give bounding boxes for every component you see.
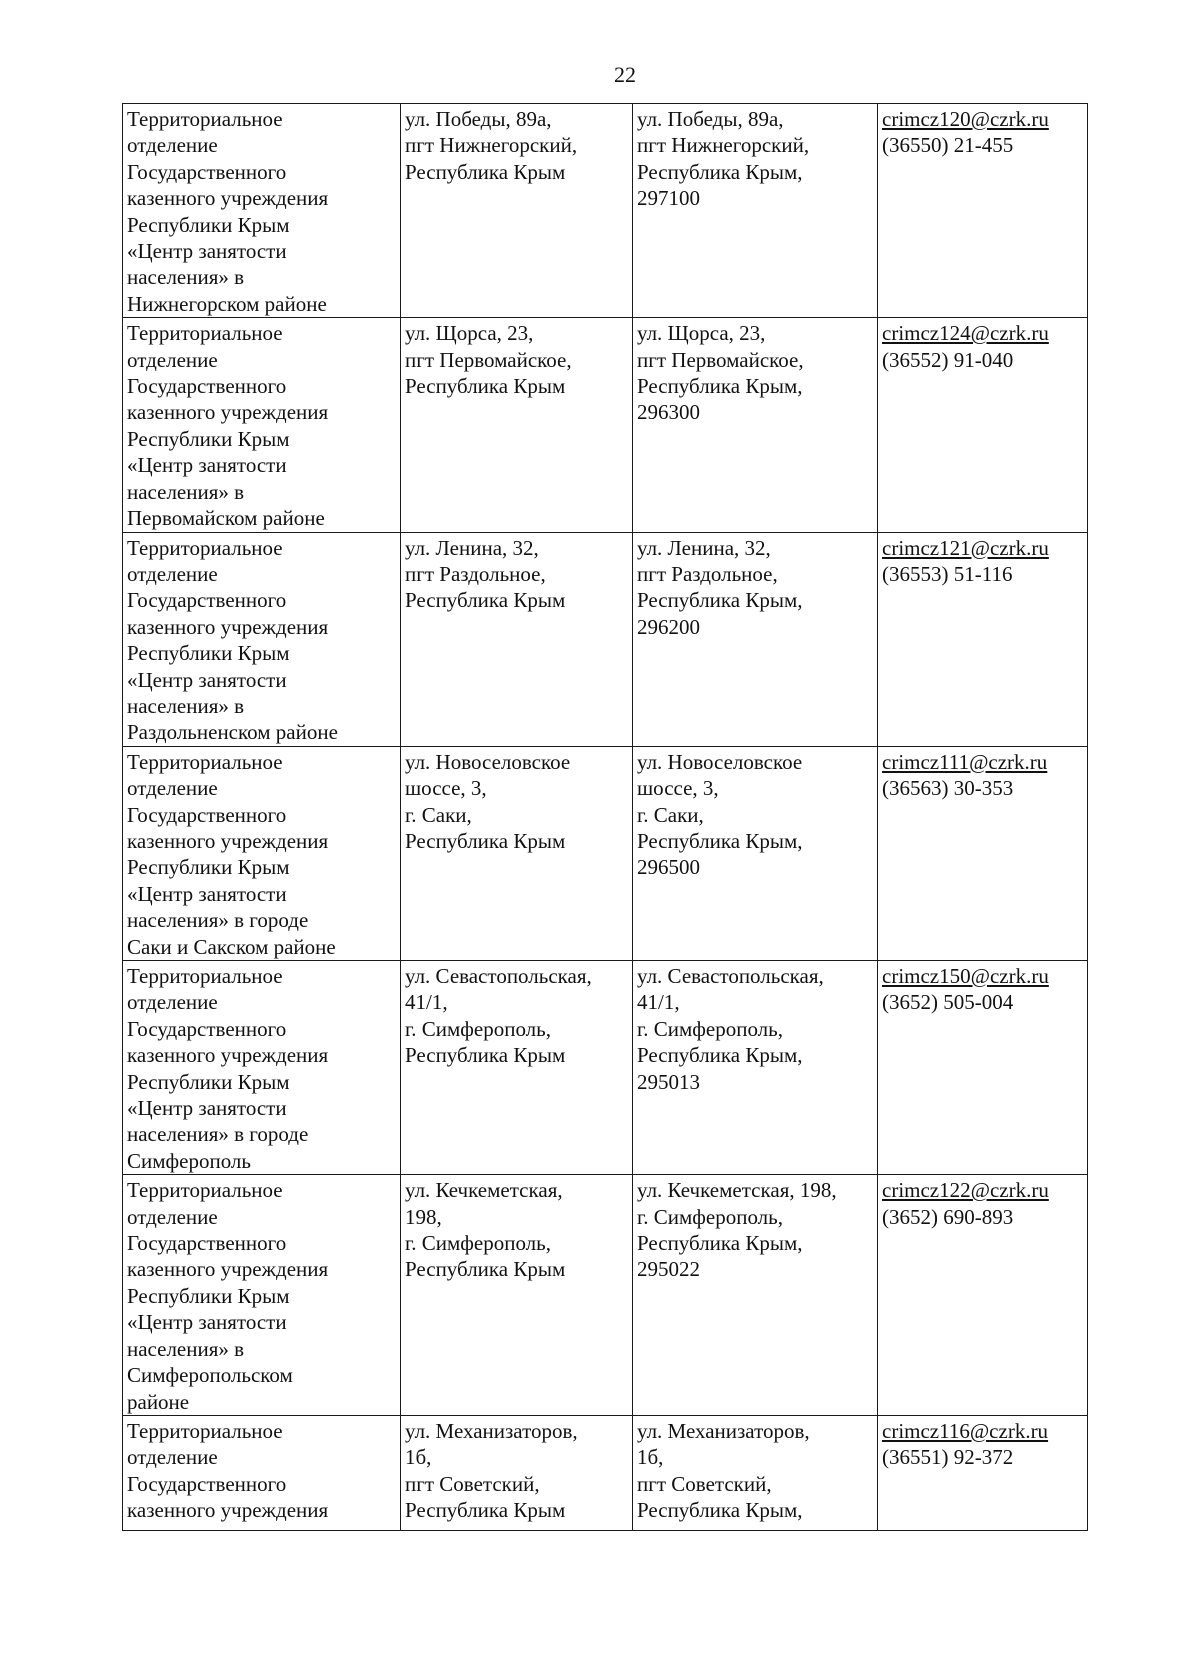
- postal-address-cell-line: 295022: [637, 1257, 700, 1282]
- organization-cell-line: Республики Крым: [127, 855, 290, 880]
- organization-cell-line: «Центр занятости: [127, 667, 287, 692]
- organization-cell-line: Государственного: [127, 1016, 287, 1041]
- organization-cell-line: Территориальное: [127, 1418, 283, 1443]
- address-cell: [401, 1415, 633, 1530]
- address-cell-line: пгт Нижнегорский,: [405, 133, 578, 158]
- organization-cell-line: казенного учреждения: [127, 1257, 329, 1282]
- employment-centers-table: [122, 103, 1088, 1531]
- email-link[interactable]: crimcz122@czrk.ru: [882, 1178, 1049, 1203]
- organization-cell-line: отделение: [127, 990, 218, 1015]
- organization-cell-line: Республики Крым: [127, 1069, 290, 1094]
- postal-address-cell-line: ул. Механизаторов,: [637, 1418, 810, 1443]
- page-number: 22: [614, 62, 636, 87]
- address-cell-line: ул. Кечкеметская,: [405, 1178, 563, 1203]
- organization-cell-line: казенного учреждения: [127, 400, 329, 425]
- address-cell-line: Республика Крым: [405, 374, 566, 399]
- postal-address-cell-line: шоссе, 3,: [637, 776, 719, 801]
- organization-cell: [123, 1175, 401, 1416]
- postal-address-cell-line: г. Симферополь,: [637, 1204, 783, 1229]
- phone-number: (3652) 505-004: [882, 990, 1014, 1015]
- organization-cell-line: «Центр занятости: [127, 1096, 287, 1121]
- postal-address-cell-line: г. Симферополь,: [637, 1016, 783, 1041]
- contact-cell: [878, 532, 1088, 746]
- address-cell-line: 198,: [405, 1204, 442, 1229]
- postal-address-cell: [633, 961, 878, 1175]
- email-link[interactable]: crimcz124@czrk.ru: [882, 321, 1049, 346]
- postal-address-cell-line: 297100: [637, 186, 700, 211]
- postal-address-cell: [633, 1175, 878, 1416]
- address-cell-line: Республика Крым: [405, 1257, 566, 1282]
- organization-cell-line: населения» в: [127, 1336, 245, 1361]
- organization-cell-line: Республики Крым: [127, 426, 290, 451]
- address-cell-line: пгт Первомайское,: [405, 347, 572, 372]
- organization-cell-line: Территориальное: [127, 107, 283, 131]
- postal-address-cell-line: ул. Севастопольская,: [637, 964, 824, 988]
- address-cell-line: г. Симферополь,: [405, 1016, 551, 1041]
- organization-cell-line: населения» в: [127, 693, 245, 718]
- address-cell-line: 1б,: [405, 1445, 432, 1470]
- postal-address-cell-line: ул. Щорса, 23,: [637, 321, 766, 346]
- address-cell-line: Республика Крым: [405, 1043, 566, 1068]
- table-row: [123, 318, 1088, 532]
- phone-number: (36550) 21-455: [882, 133, 1014, 158]
- organization-cell-line: Саки и Сакском районе: [127, 934, 336, 959]
- organization-cell-line: Республики Крым: [127, 641, 290, 666]
- postal-address-cell-line: ул. Кечкеметская, 198,: [637, 1178, 837, 1203]
- organization-cell-line: Раздольненском районе: [127, 720, 338, 745]
- address-cell: [401, 104, 633, 318]
- phone-number: (36552) 91-040: [882, 347, 1014, 372]
- organization-cell: [123, 746, 401, 960]
- postal-address-cell-line: 296200: [637, 614, 700, 639]
- organization-cell-line: отделение: [127, 1204, 218, 1229]
- organization-cell-line: Государственного: [127, 1231, 287, 1256]
- organization-cell-line: Нижнегорском районе: [127, 291, 327, 316]
- organization-cell-line: казенного учреждения: [127, 1498, 329, 1523]
- organization-cell-line: Первомайском районе: [127, 506, 325, 531]
- postal-address-cell-line: 295013: [637, 1069, 700, 1094]
- organization-cell: [123, 318, 401, 532]
- organization-cell-line: отделение: [127, 1445, 218, 1470]
- postal-address-cell-line: Республика Крым,: [637, 828, 803, 853]
- organization-cell-line: районе: [127, 1389, 190, 1414]
- organization-cell-line: Республики Крым: [127, 212, 290, 237]
- organization-cell-line: населения» в: [127, 265, 245, 290]
- postal-address-cell-line: 41/1,: [637, 990, 680, 1015]
- postal-address-cell-line: пгт Раздольное,: [637, 561, 778, 586]
- contact-cell: [878, 1175, 1088, 1416]
- contact-cell: [878, 746, 1088, 960]
- organization-cell-line: отделение: [127, 133, 218, 158]
- phone-number: (36563) 30-353: [882, 776, 1014, 801]
- address-cell-line: пгт Раздольное,: [405, 561, 546, 586]
- postal-address-cell: [633, 746, 878, 960]
- table-row: [123, 532, 1088, 746]
- organization-cell: [123, 1415, 401, 1530]
- postal-address-cell-line: Республика Крым,: [637, 1043, 803, 1068]
- organization-cell-line: отделение: [127, 561, 218, 586]
- address-cell-line: Республика Крым: [405, 588, 566, 613]
- organization-cell-line: Государственного: [127, 374, 287, 399]
- organization-cell-line: казенного учреждения: [127, 1043, 329, 1068]
- postal-address-cell-line: пгт Первомайское,: [637, 347, 804, 372]
- address-cell: [401, 961, 633, 1175]
- postal-address-cell-line: пгт Нижнегорский,: [637, 133, 810, 158]
- postal-address-cell-line: 296300: [637, 400, 700, 425]
- address-cell-line: ул. Механизаторов,: [405, 1418, 578, 1443]
- email-link[interactable]: crimcz121@czrk.ru: [882, 535, 1049, 560]
- postal-address-cell-line: 1б,: [637, 1445, 664, 1470]
- organization-cell: [123, 961, 401, 1175]
- table-body: [123, 104, 1088, 1531]
- address-cell-line: ул. Щорса, 23,: [405, 321, 534, 346]
- organization-cell-line: Государственного: [127, 588, 287, 613]
- postal-address-cell-line: ул. Победы, 89а,: [637, 107, 784, 131]
- phone-number: (36551) 92-372: [882, 1445, 1014, 1470]
- email-link[interactable]: crimcz120@czrk.ru: [882, 107, 1049, 131]
- organization-cell-line: Симферополь: [127, 1148, 251, 1173]
- contact-cell: [878, 104, 1088, 318]
- email-link[interactable]: crimcz111@czrk.ru: [882, 749, 1048, 774]
- postal-address-cell: [633, 1415, 878, 1530]
- postal-address-cell: [633, 318, 878, 532]
- address-cell: [401, 746, 633, 960]
- organization-cell-line: отделение: [127, 776, 218, 801]
- postal-address-cell-line: 296500: [637, 855, 700, 880]
- organization-cell: [123, 532, 401, 746]
- table-row: [123, 1175, 1088, 1416]
- organization-cell-line: казенного учреждения: [127, 186, 329, 211]
- organization-cell-line: Государственного: [127, 159, 287, 184]
- organization-cell-line: Территориальное: [127, 749, 283, 774]
- organization-cell-line: Территориальное: [127, 964, 283, 988]
- organization-cell-line: населения» в городе: [127, 908, 309, 933]
- table-row: [123, 1415, 1088, 1530]
- address-cell-line: пгт Советский,: [405, 1471, 540, 1496]
- phone-number: (36553) 51-116: [882, 561, 1013, 586]
- address-cell: [401, 532, 633, 746]
- address-cell-line: г. Саки,: [405, 802, 472, 827]
- address-cell-line: ул. Победы, 89а,: [405, 107, 552, 131]
- phone-number: (3652) 690-893: [882, 1204, 1014, 1229]
- contact-cell: [878, 961, 1088, 1175]
- contact-cell: [878, 318, 1088, 532]
- organization-cell-line: населения» в: [127, 479, 245, 504]
- postal-address-cell-line: Республика Крым,: [637, 159, 803, 184]
- postal-address-cell-line: Республика Крым,: [637, 374, 803, 399]
- table-row: [123, 961, 1088, 1175]
- table-row: [123, 746, 1088, 960]
- organization-cell-line: «Центр занятости: [127, 239, 287, 264]
- email-link[interactable]: crimcz150@czrk.ru: [882, 964, 1049, 988]
- organization-cell-line: «Центр занятости: [127, 881, 287, 906]
- organization-cell-line: населения» в городе: [127, 1122, 309, 1147]
- organization-cell-line: Территориальное: [127, 535, 283, 560]
- address-cell: [401, 318, 633, 532]
- address-cell-line: Республика Крым: [405, 1498, 566, 1523]
- postal-address-cell: [633, 532, 878, 746]
- organization-cell-line: Территориальное: [127, 321, 283, 346]
- organization-cell-line: Государственного: [127, 1471, 287, 1496]
- postal-address-cell-line: ул. Ленина, 32,: [637, 535, 771, 560]
- email-link[interactable]: crimcz116@czrk.ru: [882, 1418, 1049, 1443]
- postal-address-cell-line: Республика Крым,: [637, 588, 803, 613]
- organization-cell-line: Республики Крым: [127, 1283, 290, 1308]
- address-cell-line: 41/1,: [405, 990, 448, 1015]
- postal-address-cell-line: ул. Новоселовское: [637, 749, 803, 774]
- postal-address-cell-line: Республика Крым,: [637, 1498, 803, 1523]
- contact-cell: [878, 1415, 1088, 1530]
- postal-address-cell: [633, 104, 878, 318]
- address-cell-line: ул. Севастопольская,: [405, 964, 592, 988]
- organization-cell-line: отделение: [127, 347, 218, 372]
- organization-cell-line: «Центр занятости: [127, 1310, 287, 1335]
- address-cell-line: ул. Ленина, 32,: [405, 535, 539, 560]
- organization-cell-line: «Центр занятости: [127, 453, 287, 478]
- organization-cell: [123, 104, 401, 318]
- organization-cell-line: Государственного: [127, 802, 287, 827]
- organization-cell-line: Территориальное: [127, 1178, 283, 1203]
- address-cell-line: Республика Крым: [405, 159, 566, 184]
- postal-address-cell-line: пгт Советский,: [637, 1471, 772, 1496]
- postal-address-cell-line: Республика Крым,: [637, 1231, 803, 1256]
- organization-cell-line: казенного учреждения: [127, 828, 329, 853]
- postal-address-cell-line: г. Саки,: [637, 802, 704, 827]
- address-cell-line: г. Симферополь,: [405, 1231, 551, 1256]
- address-cell-line: шоссе, 3,: [405, 776, 487, 801]
- organization-cell-line: казенного учреждения: [127, 614, 329, 639]
- organization-cell-line: Симферопольском: [127, 1363, 293, 1388]
- address-cell-line: Республика Крым: [405, 828, 566, 853]
- address-cell-line: ул. Новоселовское: [405, 749, 571, 774]
- table-row: [123, 104, 1088, 318]
- address-cell: [401, 1175, 633, 1416]
